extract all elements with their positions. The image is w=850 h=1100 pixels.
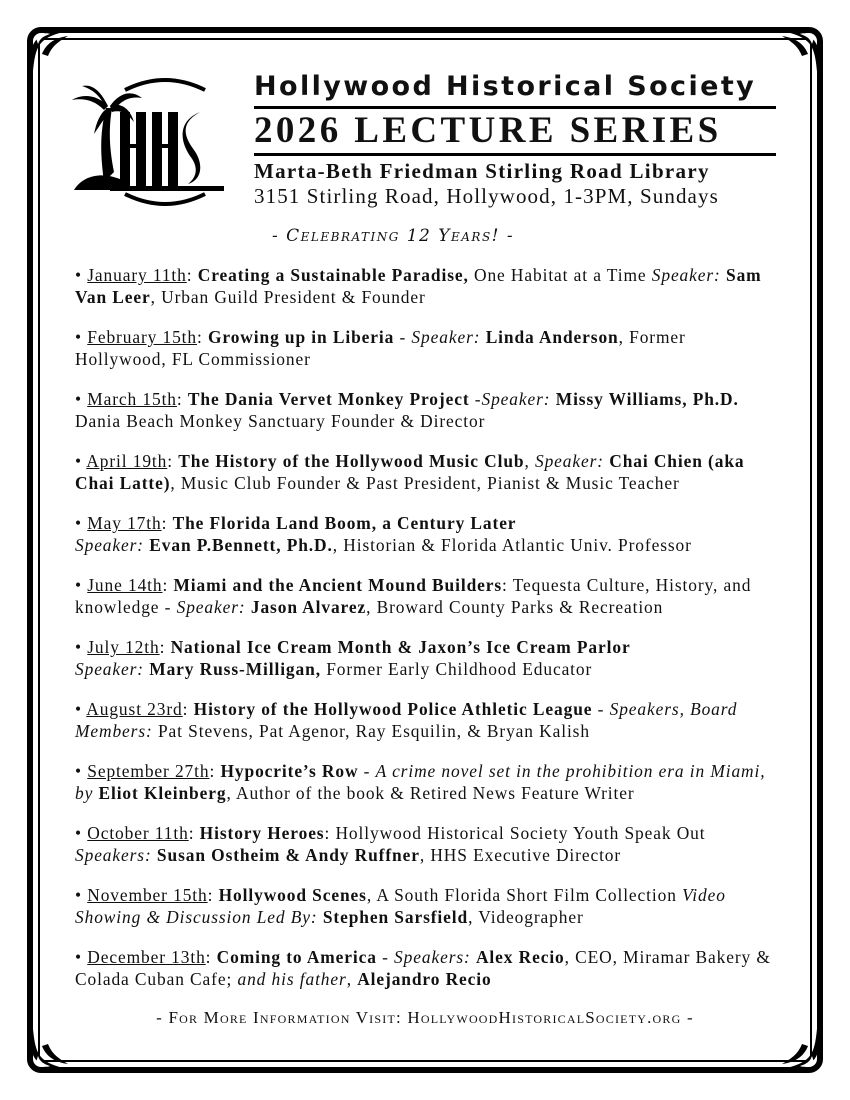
event-emphasis: Jason Alvarez — [250, 597, 367, 617]
event-label: Speaker: — [534, 451, 604, 471]
event-label: and his father — [237, 969, 347, 989]
event-label: Speaker: — [75, 535, 145, 555]
event-label: Speakers: — [394, 947, 471, 967]
header-rule — [254, 153, 776, 156]
event-date: August 23rd — [86, 699, 183, 719]
event-emphasis: Evan P.Bennett, Ph.D. — [149, 535, 333, 555]
event-text: - — [376, 947, 395, 967]
event-text: , — [346, 969, 358, 989]
event-text: Dania Beach Monkey Sanctuary Founder & Director — [75, 411, 486, 431]
event-date: January 11th — [87, 265, 187, 285]
event-text: One Habitat at a Time — [468, 265, 652, 285]
event-text: : — [207, 885, 219, 905]
venue-address: 3151 Stirling Road, Hollywood, 1-3PM, Sundays — [254, 184, 719, 208]
event-date: June 14th — [87, 575, 163, 595]
event-label: Speaker: — [651, 265, 721, 285]
event-text: : — [161, 513, 173, 533]
event-emphasis: The History of the Hollywood Music Club — [178, 451, 525, 471]
event-list — [75, 264, 780, 1008]
event-text: : — [176, 389, 188, 409]
bullet: • — [75, 575, 88, 595]
venue-name: Marta-Beth Friedman Stirling Road Library — [254, 159, 710, 183]
event-item — [75, 946, 780, 990]
event-label: Speaker: — [481, 389, 551, 409]
event-emphasis: Sam Van Leer — [75, 265, 762, 307]
event-text: Former Early Childhood Educator — [320, 659, 593, 679]
event-text: , Broward County Parks & Recreation — [366, 597, 664, 617]
event-text: : Tequesta Culture, History, and knowledge - — [75, 575, 752, 617]
event-date: February 15th — [87, 327, 197, 347]
event-emphasis: Hypocrite’s Row — [220, 761, 359, 781]
event-label: Speaker: — [176, 597, 246, 617]
event-label: Speakers, Board Members: — [75, 699, 738, 741]
event-text: : — [162, 575, 174, 595]
event-emphasis: Chai Chien (aka Chai Latte) — [75, 451, 745, 493]
series-title: 2026 LECTURE SERIES — [254, 110, 722, 151]
event-text: Pat Stevens, Pat Agenor, Ray Esquilin, & Bryan Kalish — [152, 721, 590, 741]
event-text: : — [186, 265, 198, 285]
event-emphasis: Susan Ostheim & Andy Ruffner — [156, 845, 420, 865]
footer-more-info: - For More Information Visit: HollywoodHistoricalSociety.org - — [156, 1008, 694, 1027]
event-text: - — [469, 389, 482, 409]
event-emphasis: Coming to America — [216, 947, 377, 967]
event-item — [75, 822, 780, 866]
organization-name: Hollywood Historical Society — [254, 71, 757, 102]
event-item — [75, 698, 780, 742]
event-text: , A South Florida Short Film Collection — [366, 885, 683, 905]
event-emphasis: Growing up in Liberia — [207, 327, 395, 347]
event-label: Speaker: — [411, 327, 481, 347]
event-text: , CEO, Miramar Bakery & Colada Cuban Cafe; — [75, 947, 771, 989]
event-emphasis: The Florida Land Boom, a Century Later — [172, 513, 517, 533]
event-date: September 27th — [87, 761, 210, 781]
bullet: • — [75, 637, 88, 657]
event-text: , Music Club Founder & Past President, Pianist & Music Teacher — [170, 473, 680, 493]
event-text: : — [197, 327, 208, 347]
event-item — [75, 388, 780, 432]
event-item — [75, 636, 780, 680]
event-emphasis: Miami and the Ancient Mound Builders — [173, 575, 503, 595]
event-text: , — [524, 451, 535, 471]
event-item — [75, 760, 780, 804]
event-emphasis: Alex Recio — [475, 947, 565, 967]
event-text: - — [394, 327, 412, 347]
event-text: : — [205, 947, 217, 967]
event-text: : Hollywood Historical Society Youth Speak Out — [324, 823, 706, 843]
event-date: March 15th — [87, 389, 177, 409]
event-text: : — [159, 637, 171, 657]
event-emphasis: Linda Anderson — [485, 327, 619, 347]
event-emphasis: Creating a Sustainable Paradise, — [197, 265, 469, 285]
bullet: • — [75, 513, 88, 533]
event-date: July 12th — [87, 637, 160, 657]
event-emphasis: National Ice Cream Month & Jaxon’s Ice Cream Parlor — [170, 637, 631, 657]
event-emphasis: Missy Williams, Ph.D. — [555, 389, 739, 409]
header-rule — [254, 106, 776, 109]
bullet: • — [75, 265, 88, 285]
event-emphasis: Eliot Kleinberg — [98, 783, 227, 803]
event-date: October 11th — [87, 823, 189, 843]
bullet: • — [75, 823, 88, 843]
event-label: Speaker: — [75, 659, 145, 679]
event-item — [75, 512, 780, 556]
bullet: • — [75, 389, 88, 409]
bullet: • — [75, 327, 88, 347]
event-label: Video Showing & Discussion Led By: — [75, 885, 726, 927]
event-text: , Videographer — [468, 907, 584, 927]
event-date: November 15th — [87, 885, 208, 905]
event-emphasis: Mary Russ-Milligan, — [149, 659, 321, 679]
bullet: • — [75, 885, 88, 905]
event-text: - — [358, 761, 376, 781]
event-emphasis: Stephen Sarsfield — [322, 907, 469, 927]
event-date: May 17th — [87, 513, 162, 533]
event-label: Speakers: — [75, 845, 152, 865]
event-emphasis: History of the Hollywood Police Athletic League — [193, 699, 593, 719]
event-item — [75, 884, 780, 928]
event-text: : — [188, 823, 200, 843]
event-text: : — [167, 451, 179, 471]
event-text: , Former Hollywood, FL Commissioner — [75, 327, 686, 369]
event-emphasis: Alejandro Recio — [357, 969, 492, 989]
event-emphasis: The Dania Vervet Monkey Project — [187, 389, 470, 409]
bullet: • — [75, 699, 87, 719]
event-date: April 19th — [86, 451, 168, 471]
event-text: , Author of the book & Retired News Feature Writer — [226, 783, 635, 803]
event-emphasis: History Heroes — [199, 823, 325, 843]
event-item — [75, 264, 780, 308]
header — [254, 70, 776, 209]
event-text: , Urban Guild President & Founder — [150, 287, 426, 307]
event-label: A crime novel set in the prohibition era in Miami, by — [75, 761, 766, 803]
event-text: : — [182, 699, 194, 719]
hhs-logo-icon — [70, 72, 230, 212]
event-item — [75, 326, 780, 370]
event-text: - — [592, 699, 610, 719]
bullet: • — [75, 451, 87, 471]
bullet: • — [75, 947, 88, 967]
event-text: : — [209, 761, 221, 781]
event-item — [75, 450, 780, 494]
event-text: , Historian & Florida Atlantic Univ. Professor — [332, 535, 692, 555]
event-date: December 13th — [87, 947, 206, 967]
event-item — [75, 574, 780, 618]
event-text: , HHS Executive Director — [419, 845, 622, 865]
event-emphasis: Hollywood Scenes — [218, 885, 367, 905]
bullet: • — [75, 761, 88, 781]
anniversary-tagline: - Celebrating 12 Years! - — [272, 226, 515, 246]
